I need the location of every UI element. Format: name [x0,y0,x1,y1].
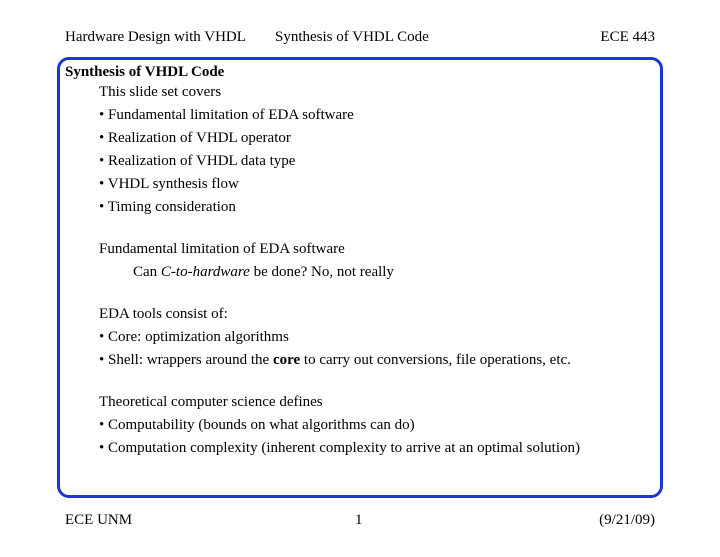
question-prefix: Can [133,264,161,280]
covers-item: • VHDL synthesis flow [99,176,239,192]
question-suffix: be done? No, not really [249,264,394,280]
slide-title: Synthesis of VHDL Code [65,64,225,80]
slide-footer [65,512,655,532]
question-emphasis: C-to-hardware [160,264,250,280]
section-heading-theory: Theoretical computer science defines [99,394,323,410]
slide-content [65,64,655,460]
intro-text: This slide set covers [99,84,222,100]
covers-item: • Fundamental limitation of EDA software [99,107,354,123]
covers-item: • Timing consideration [99,199,236,215]
tools-item-shell [99,349,655,372]
spacer [65,219,655,238]
covers-item: • Realization of VHDL operator [99,130,291,146]
header-topic: Synthesis of VHDL Code [275,29,429,45]
footer-date: (9/21/09) [599,512,655,528]
header-course: Hardware Design with VHDL [65,29,246,45]
shell-prefix: • Shell: wrappers around the [99,352,273,368]
question-text [133,261,655,284]
shell-suffix: to carry out conversions, file operations, etc. [300,352,571,368]
covers-item: • Realization of VHDL data type [99,153,296,169]
footer-institution: ECE UNM [65,512,133,528]
tools-item-core: • Core: optimization algorithms [99,329,289,345]
section-heading-limitation: Fundamental limitation of EDA software [99,241,345,257]
page-number: 1 [355,512,363,528]
header-course-code: ECE 443 [600,29,655,45]
shell-bold-core: core [272,352,301,368]
theory-item: • Computability (bounds on what algorithms can do) [99,417,415,433]
section-heading-tools: EDA tools consist of: [99,306,228,322]
spacer [65,372,655,391]
theory-item: • Computation complexity (inherent complexity to arrive at an optimal solution) [99,440,580,456]
slide-header [65,29,655,49]
spacer [65,284,655,303]
